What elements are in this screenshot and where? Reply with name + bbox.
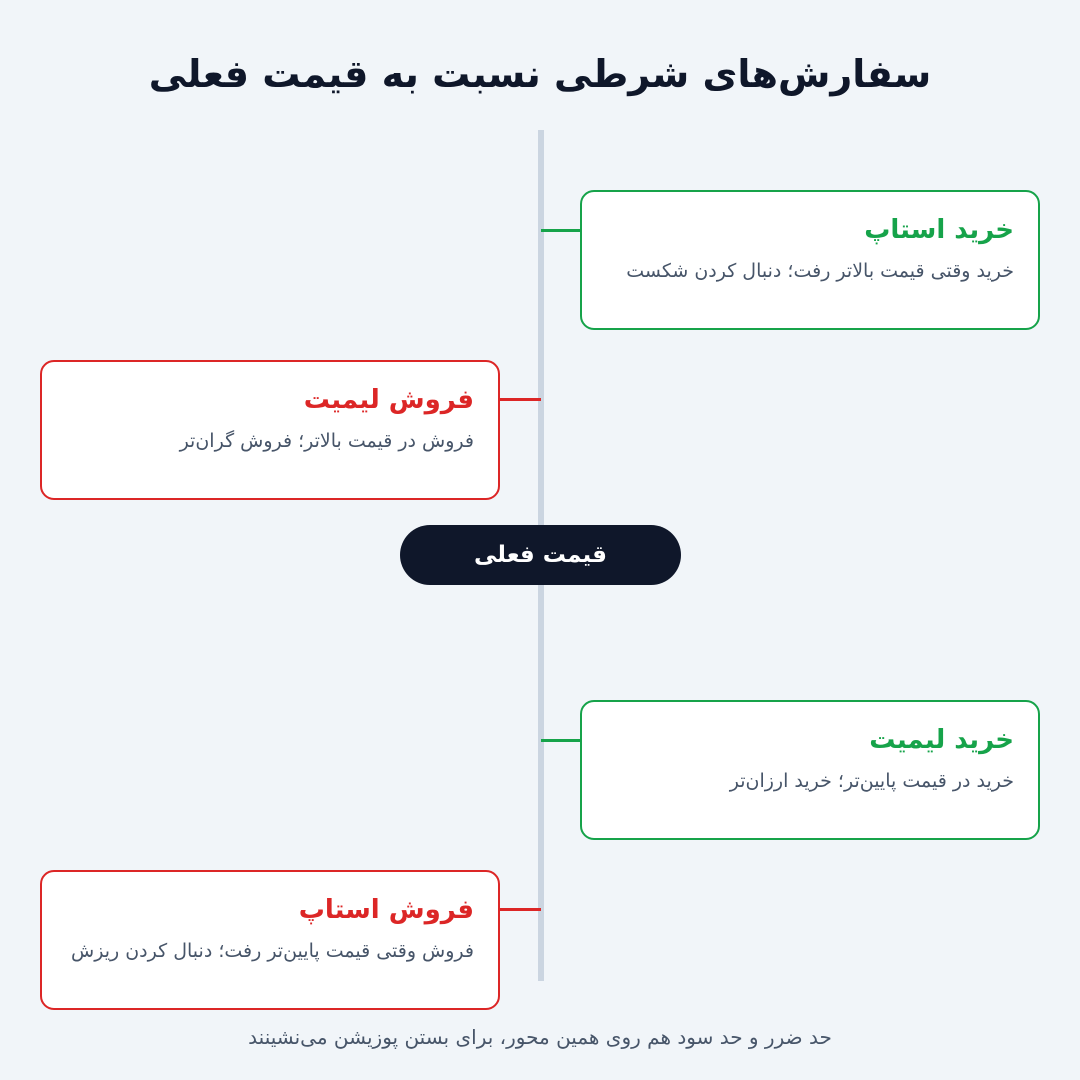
connector-buy-stop	[541, 229, 581, 232]
footnote: حد ضرر و حد سود هم روی همین محور، برای بستن پوزیشن می‌نشینند	[248, 1025, 832, 1049]
card-sell-stop	[40, 870, 500, 1010]
card-description: فروش وقتی قیمت پایین‌تر رفت؛ دنبال کردن ریزش	[71, 940, 474, 962]
card-sell-limit	[40, 360, 500, 500]
card-title: فروش استاپ	[298, 895, 474, 925]
card-buy-limit	[580, 700, 1040, 840]
card-title: خرید استاپ	[864, 215, 1014, 245]
connector-buy-limit	[541, 739, 581, 742]
card-description: خرید وقتی قیمت بالاتر رفت؛ دنبال کردن شکست	[626, 260, 1014, 282]
connector-sell-stop	[500, 908, 541, 911]
card-buy-stop	[580, 190, 1040, 330]
card-description: فروش در قیمت بالاتر؛ فروش گران‌تر	[179, 430, 474, 452]
current-price-label: قیمت فعلی	[474, 542, 607, 568]
diagram-title: سفارش‌های شرطی نسبت به قیمت فعلی	[148, 52, 932, 96]
card-title: خرید لیمیت	[869, 725, 1014, 755]
connector-sell-limit	[500, 398, 541, 401]
card-description: خرید در قیمت پایین‌تر؛ خرید ارزان‌تر	[729, 770, 1014, 792]
current-price-pill	[400, 525, 681, 585]
card-title: فروش لیمیت	[303, 385, 474, 415]
